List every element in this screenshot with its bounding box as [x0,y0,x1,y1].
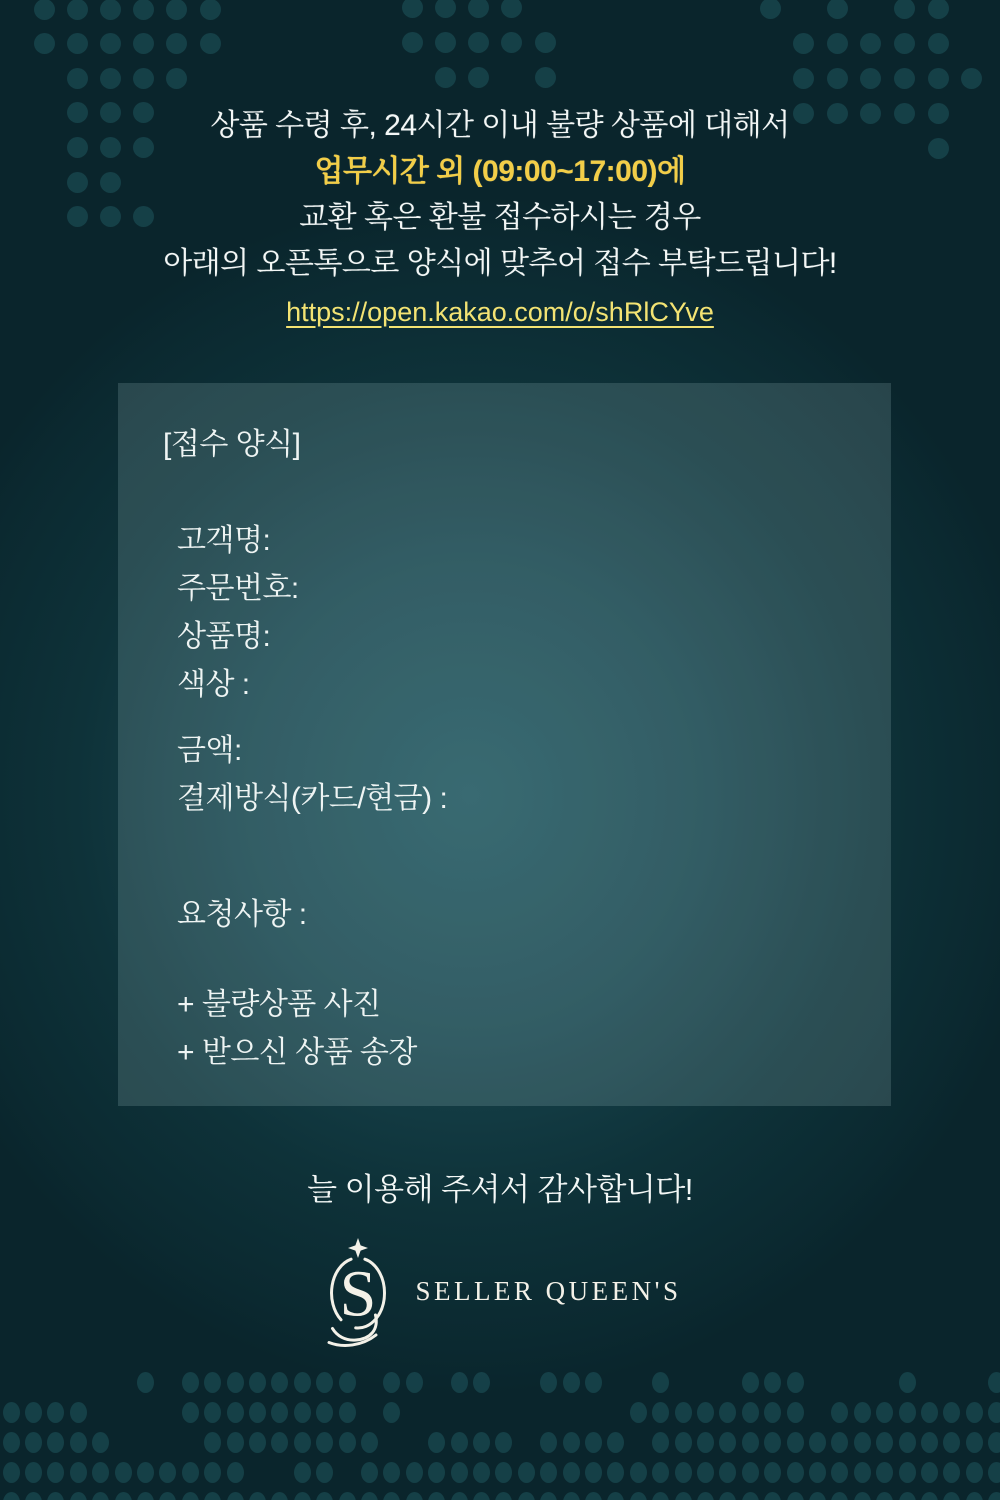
decorative-dot [402,0,423,18]
decorative-dot [339,1432,356,1453]
decorative-dot [495,1432,512,1453]
decorative-dot [316,1432,333,1453]
decorative-dot [894,33,915,54]
decorative-dot [316,1372,333,1393]
decorative-dot [249,1372,266,1393]
decorative-dot [227,1462,244,1483]
decorative-dot [921,1462,938,1483]
decorative-dot [742,1492,759,1500]
decorative-dot [67,0,88,20]
decorative-dot [764,1372,781,1393]
decorative-dot [787,1462,804,1483]
decorative-dot [271,1432,288,1453]
decorative-dot [92,1492,109,1500]
decorative-dot [787,1492,804,1500]
form-field-payment-method: 결제방식(카드/현금) : [177,782,448,815]
decorative-dot [966,1492,983,1500]
decorative-dot [200,0,221,20]
decorative-dot [451,1492,468,1500]
decorative-dot [294,1402,311,1423]
decorative-dot [406,1372,423,1393]
decorative-dot [294,1432,311,1453]
decorative-dot [764,1402,781,1423]
decorative-dot [719,1402,736,1423]
monogram-letter: S [340,1257,377,1331]
form-field-color: 색상 : [177,668,250,701]
decorative-dot [943,1462,960,1483]
attachment-defective-photo: + 불량상품 사진 [177,988,381,1021]
decorative-dot [943,1402,960,1423]
decorative-dot [630,1402,647,1423]
decorative-dot [182,1372,199,1393]
decorative-dot [137,1492,154,1500]
sq-monogram-icon [318,1238,398,1348]
decorative-dot [961,68,982,89]
decorative-dot [100,68,121,89]
decorative-dot [854,1492,871,1500]
decorative-dot [468,67,489,88]
decorative-dot [675,1402,692,1423]
decorative-dot [227,1372,244,1393]
decorative-dot [827,0,848,19]
decorative-dot [943,1492,960,1500]
decorative-dot [540,1432,557,1453]
decorative-dot [966,1462,983,1483]
decorative-dot [630,1462,647,1483]
decorative-dot [988,1372,1000,1393]
decorative-dot [383,1462,400,1483]
decorative-dot [585,1492,602,1500]
decorative-dot [451,1372,468,1393]
decorative-dot [47,1462,64,1483]
decorative-dot [25,1432,42,1453]
decorative-dot [428,1462,445,1483]
decorative-dot [92,1432,109,1453]
decorative-dot [361,1432,378,1453]
decorative-dot [831,1402,848,1423]
notice-line-3: 교환 혹은 환불 접수하시는 경우 [299,201,701,234]
decorative-dot [719,1492,736,1500]
notice-line-4: 아래의 오픈톡으로 양식에 맞추어 접수 부탁드립니다! [163,247,837,280]
decorative-dot [495,1462,512,1483]
decorative-dot [854,1402,871,1423]
decorative-dot [809,1462,826,1483]
decorative-dot [294,1372,311,1393]
decorative-dot [435,67,456,88]
decorative-dot [675,1432,692,1453]
decorative-dot [316,1402,333,1423]
decorative-dot [115,1462,132,1483]
decorative-dot [793,33,814,54]
decorative-dot [3,1402,20,1423]
form-fields-main [177,517,891,709]
decorative-dot [697,1492,714,1500]
decorative-dot [876,1432,893,1453]
decorative-dot [473,1492,490,1500]
decorative-dot [70,1462,87,1483]
decorative-dot [894,0,915,19]
decorative-dot [943,1432,960,1453]
decorative-dot [227,1402,244,1423]
decorative-dot [988,1432,1000,1453]
decorative-dot [764,1432,781,1453]
form-field-request-label: 요청사항 : [177,898,307,931]
decorative-dot [854,1462,871,1483]
decorative-dot [876,1462,893,1483]
decorative-dot [787,1372,804,1393]
decorative-dot [876,1402,893,1423]
decorative-dot [249,1492,266,1500]
decorative-dot [809,1432,826,1453]
decorative-dot [316,1492,333,1500]
decorative-dot [928,33,949,54]
decorative-dot [25,1462,42,1483]
decorative-dot [760,0,781,19]
decorative-dot [719,1462,736,1483]
decorative-dot [204,1372,221,1393]
decorative-dot [764,1462,781,1483]
decorative-dot [383,1492,400,1500]
decorative-dot [535,32,556,53]
decorative-dot [406,1462,423,1483]
decorative-dot [501,0,522,18]
decorative-dot [697,1462,714,1483]
decorative-dot [966,1432,983,1453]
decorative-dot [3,1492,20,1500]
decorative-dot [809,1492,826,1500]
decorative-dot [787,1432,804,1453]
decorative-dot [928,68,949,89]
decorative-dot [339,1372,356,1393]
decorative-dot [3,1432,20,1453]
decorative-dot [92,1462,109,1483]
decorative-dot [249,1432,266,1453]
decorative-dot [249,1402,266,1423]
decorative-dot [675,1492,692,1500]
decorative-dot [402,32,423,53]
form-attachments [177,981,891,1077]
notice-line-business-hours: 업무시간 외 (09:00~17:00)에 [314,155,686,188]
decorative-dot [435,32,456,53]
decorative-dot [383,1372,400,1393]
link-row [0,297,1000,328]
decorative-dot [921,1432,938,1453]
open-kakao-link[interactable]: https://open.kakao.com/o/shRlCYve [286,297,714,327]
decorative-dot [742,1372,759,1393]
decorative-dot [860,68,881,89]
decorative-dot [204,1432,221,1453]
decorative-dot [100,33,121,54]
decorative-dot [137,1372,154,1393]
form-fields-payment [177,727,891,823]
decorative-dot [563,1372,580,1393]
decorative-dot [966,1402,983,1423]
decorative-dot [860,33,881,54]
decorative-dot [675,1462,692,1483]
decorative-dot [652,1402,669,1423]
brand-name: SELLER QUEEN'S [415,1275,682,1306]
decorative-dot [899,1492,916,1500]
decorative-dot [854,1432,871,1453]
decorative-dot [563,1492,580,1500]
decorative-dot [787,1402,804,1423]
decorative-dot [406,1492,423,1500]
decorative-dot [47,1432,64,1453]
decorative-dot [697,1402,714,1423]
decorative-dot [607,1492,624,1500]
decorative-dot [166,33,187,54]
decorative-dot [227,1432,244,1453]
decorative-dot [70,1402,87,1423]
decorative-dot [894,68,915,89]
decorative-dot [271,1372,288,1393]
decorative-dot [67,68,88,89]
decorative-dot [921,1402,938,1423]
decorative-dot [831,1462,848,1483]
decorative-dot [294,1462,311,1483]
decorative-dot [133,0,154,20]
decorative-dot [70,1492,87,1500]
decorative-dot [630,1492,647,1500]
decorative-dot [468,32,489,53]
decorative-dot [182,1492,199,1500]
form-field-customer-name: 고객명: [177,524,271,557]
decorative-dot [451,1462,468,1483]
decorative-dot [988,1402,1000,1423]
decorative-dot [294,1492,311,1500]
decorative-dot [47,1402,64,1423]
decorative-dot [742,1402,759,1423]
decorative-dot [271,1492,288,1500]
decorative-dot [652,1462,669,1483]
decorative-dot [928,0,949,19]
decorative-dot [428,1492,445,1500]
decorative-dot [988,1462,1000,1483]
decorative-dot [540,1372,557,1393]
decorative-dot [764,1492,781,1500]
decorative-dot [518,1492,535,1500]
decorative-dot [166,0,187,20]
decorative-dot [899,1462,916,1483]
decorative-dot [468,0,489,18]
decorative-dot [540,1462,557,1483]
decorative-dot [585,1432,602,1453]
decorative-dot [25,1402,42,1423]
form-field-request [177,891,891,939]
decorative-dot [159,1492,176,1500]
decorative-dot [182,1462,199,1483]
decorative-dot [47,1492,64,1500]
form-header: [접수 양식] [163,428,301,461]
decorative-dot [652,1492,669,1500]
decorative-dot [607,1432,624,1453]
decorative-dot [563,1462,580,1483]
decorative-dot [451,1432,468,1453]
decorative-dot [473,1372,490,1393]
decorative-dot [473,1462,490,1483]
form-field-order-number: 주문번호: [177,572,299,605]
decorative-dot [473,1432,490,1453]
decorative-dot [166,68,187,89]
decorative-dot [70,1432,87,1453]
decorative-dot [540,1492,557,1500]
decorative-dot [361,1462,378,1483]
decorative-dot [827,68,848,89]
decorative-dot [383,1402,400,1423]
decorative-dot [742,1432,759,1453]
decorative-dot [501,32,522,53]
decorative-dot [742,1462,759,1483]
decorative-dot [793,68,814,89]
decorative-dot [831,1492,848,1500]
decorative-dot [652,1372,669,1393]
decorative-dot [518,1462,535,1483]
form-field-product-name: 상품명: [177,620,271,653]
decorative-dot [607,1462,624,1483]
decorative-dot [204,1462,221,1483]
decorative-dot [535,67,556,88]
decorative-dot [831,1432,848,1453]
decorative-dot [339,1492,356,1500]
decorative-dot [719,1432,736,1453]
decorative-dot [182,1402,199,1423]
decorative-dot [899,1402,916,1423]
decorative-dot [428,1432,445,1453]
decorative-dot [585,1372,602,1393]
decorative-dot [988,1492,1000,1500]
decorative-dot [697,1432,714,1453]
decorative-dot [100,0,121,20]
decorative-dot [34,33,55,54]
decorative-dot [876,1492,893,1500]
notice-text-block [0,103,1000,287]
form-template-box [118,383,891,1106]
decorative-dot [361,1492,378,1500]
decorative-dot [921,1492,938,1500]
decorative-dot [204,1402,221,1423]
decorative-dot [133,68,154,89]
decorative-dot [200,33,221,54]
decorative-dot [495,1492,512,1500]
decorative-dot [435,0,456,18]
decorative-dot [271,1402,288,1423]
decorative-dot [34,0,55,20]
decorative-dot [652,1432,669,1453]
thanks-message: 늘 이용해 주셔서 감사합니다! [307,1172,693,1207]
decorative-dot [204,1492,221,1500]
decorative-dot [137,1462,154,1483]
decorative-dot [115,1492,132,1500]
decorative-dot [3,1462,20,1483]
decorative-dot [899,1372,916,1393]
decorative-dot [899,1432,916,1453]
decorative-dot [67,33,88,54]
decorative-dot [133,33,154,54]
sparkle-icon [348,1238,368,1258]
attachment-invoice: + 받으신 상품 송장 [177,1036,417,1069]
notice-line-1: 상품 수령 후, 24시간 이내 불량 상품에 대해서 [210,109,790,142]
decorative-dot [227,1492,244,1500]
decorative-dot [25,1492,42,1500]
form-field-amount: 금액: [177,734,242,767]
decorative-dot [339,1402,356,1423]
brand-logo [0,1238,1000,1348]
decorative-dot [159,1462,176,1483]
decorative-dot [316,1462,333,1483]
decorative-dot [563,1432,580,1453]
decorative-dot [585,1462,602,1483]
decorative-dot [827,33,848,54]
